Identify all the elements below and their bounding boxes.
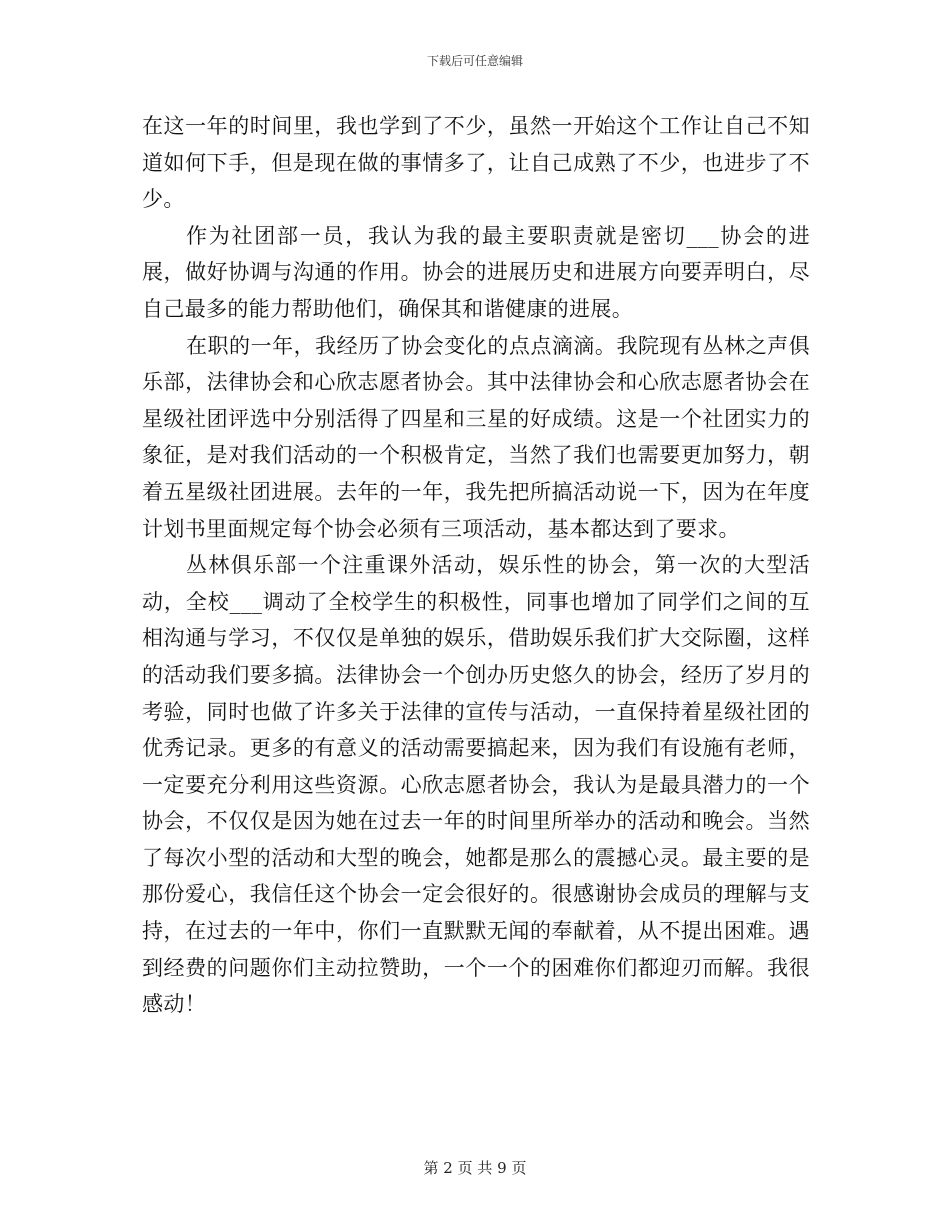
page-header-note: 下载后可任意编辑 [426, 54, 523, 68]
paragraph-2: 作为社团部一员，我认为我的最主要职责就是密切___协会的进展，做好协调与沟通的作用。协会的进展历史和进展方向要弄明白，尽自己最多的能力帮助他们，确保其和谐健康的进展。 [142, 223, 810, 321]
paragraph-1: 在这一年的时间里，我也学到了不少，虽然一开始这个工作让自己不知道如何下手，但是现在做的事情多了，让自己成熟了不少，也进步了不少。 [142, 114, 810, 212]
document-body [142, 108, 810, 1023]
page-number: 第 2 页 共 9 页 [423, 1159, 527, 1177]
paragraph-3: 在职的一年，我经历了协会变化的点点滴滴。我院现有丛林之声俱乐部，法律协会和心欣志愿者协会。其中法律协会和心欣志愿者协会在星级社团评选中分别活得了四星和三星的好成绩。这是一个社团实力的象征，是对我们活动的一个积极肯定，当然了我们也需要更加努力，朝着五星级社团进展。去年的一年，我先把所搞活动说一下，因为在年度计划书里面规定每个协会必须有三项活动，基本都达到了要求。 [142, 333, 810, 541]
paragraph-4: 丛林俱乐部一个注重课外活动，娱乐性的协会，第一次的大型活动，全校___调动了全校学生的积极性，同事也增加了同学们之间的互相沟通与学习，不仅仅是单独的娱乐，借助娱乐我们扩大交际圈，这样的活动我们要多搞。法律协会一个创办历史悠久的协会，经历了岁月的考验，同时也做了许多关于法律的宣传与活动，一直保持着星级社团的优秀记录。更多的有意义的活动需要搞起来，因为我们有设施有老师，一定要充分利用这些资源。心欣志愿者协会，我认为是最具潜力的一个协会，不仅仅是因为她在过去一年的时间里所举办的活动和晚会。当然了每次小型的活动和大型的晚会，她都是那么的震撼心灵。最主要的是那份爱心，我信任这个协会一定会很好的。很感谢协会成员的理解与支持，在过去的一年中，你们一直默默无闻的奉献着，从不提出困难。遇到经费的问题你们主动拉赞助，一个一个的困难你们都迎刃而解。我很感动！ [142, 553, 810, 1017]
